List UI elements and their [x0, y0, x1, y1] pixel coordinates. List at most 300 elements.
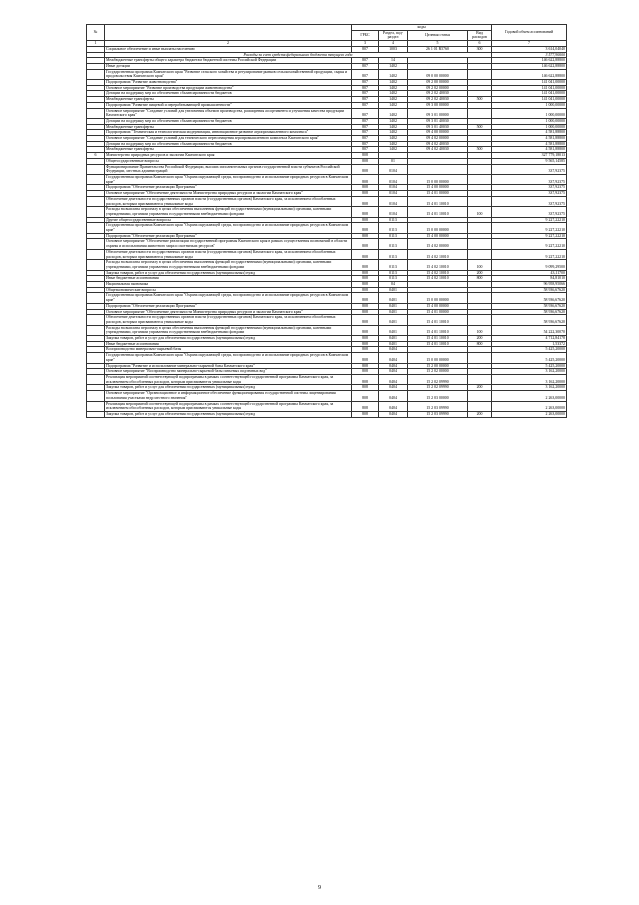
row-amount: 2 263,00000 [492, 391, 567, 401]
row-grbs: 808 [352, 270, 379, 276]
header-number: № [87, 25, 105, 41]
row-name: Реализация мероприятий соответствующей подпрограммы в рамках соответствующей государственной программы Камчатского края, за исключением обособленных расходов, которым присваиваются уникальные коды [105, 375, 352, 385]
row-expense-type: 100 [468, 260, 492, 270]
row-name: Государственная программа Камчатского края "Охрана окружающей среды, воспроизводство и использование природных ресурсов в Камчатском крае" [105, 293, 352, 303]
row-grbs: 808 [352, 411, 379, 417]
table-row [87, 260, 567, 270]
row-grbs: 807 [352, 85, 379, 91]
row-target-article: 15 2 03 00000 [408, 391, 468, 401]
row-section: 0104 [379, 164, 408, 174]
row-expense-type [468, 239, 492, 249]
row-amount: 327 779,18013 [492, 153, 567, 159]
row-section: 0113 [379, 233, 408, 239]
row-target-article: 15 2 02 09990 [408, 375, 468, 385]
row-target-article: 09 3 01 00000 [408, 108, 468, 118]
row-target-article: 15 4 01 00000 [408, 191, 468, 197]
row-section: 0113 [379, 239, 408, 249]
header-codes: коды [352, 25, 492, 31]
table-row [87, 249, 567, 259]
table-body [87, 46, 567, 417]
table-row [87, 174, 567, 184]
row-target-article: 15 4 01 10010 [408, 315, 468, 325]
row-expense-type [468, 375, 492, 385]
row-name: Национальная экономика [105, 282, 352, 288]
row-name: Государственная программа Камчатского края "Охрана окружающей среды, воспроизводство и использование природных ресурсов в Камчатском крае" [105, 174, 352, 184]
row-expense-type: 500 [468, 97, 492, 103]
row-expense-type [468, 391, 492, 401]
row-section: 1402 [379, 130, 408, 136]
row-amount: 3 577,90000 [492, 52, 567, 58]
row-number [87, 164, 105, 174]
row-number: 6 [87, 153, 105, 159]
row-amount: 1 000,00000 [492, 124, 567, 130]
row-amount: 146 622,88800 [492, 69, 567, 79]
row-amount: 2 263,00000 [492, 401, 567, 411]
row-target-article: 09 4 02 40030 [408, 141, 468, 147]
row-section: 0401 [379, 341, 408, 347]
row-number [87, 391, 105, 401]
row-grbs: 808 [352, 341, 379, 347]
row-section: 1402 [379, 63, 408, 69]
row-grbs: 808 [352, 174, 379, 184]
row-name: Подпрограмма "Обеспечение реализации Программы" [105, 233, 352, 239]
row-section: 0404 [379, 401, 408, 411]
row-amount: 337,92375 [492, 191, 567, 197]
row-name: Подпрограмма "Обеспечение реализации Программы" [105, 303, 352, 309]
row-expense-type: 100 [468, 325, 492, 335]
row-number [87, 223, 105, 233]
row-section: 0401 [379, 325, 408, 335]
row-name: Основное мероприятие "Создание условий для технического переоснащения агропромышленного комплекса Камчатского края" [105, 136, 352, 142]
row-number [87, 375, 105, 385]
row-amount: 146 622,88800 [492, 63, 567, 69]
row-amount: 1 000,00000 [492, 118, 567, 124]
row-number [87, 401, 105, 411]
row-grbs: 808 [352, 233, 379, 239]
row-target-article: 09 4 00 00000 [408, 130, 468, 136]
row-amount: 58 936,67620 [492, 293, 567, 303]
row-amount: 3 614,04040 [492, 46, 567, 52]
row-amount: 96 958,95066 [492, 282, 567, 288]
row-section: 0113 [379, 249, 408, 259]
row-section: 1402 [379, 80, 408, 86]
table-row [87, 207, 567, 217]
index-cell: 5 [408, 41, 468, 47]
row-section: 0104 [379, 191, 408, 197]
row-section: 0404 [379, 391, 408, 401]
row-name: Государственная программа Камчатского края "Охрана окружающей среды, воспроизводство и использование природных ресурсов в Камчатском крае" [105, 223, 352, 233]
page-number: 9 [318, 885, 321, 891]
row-expense-type: 200 [468, 270, 492, 276]
row-name: Межбюджетные трансферты [105, 147, 352, 153]
row-section: 1402 [379, 102, 408, 108]
row-expense-type: 100 [468, 207, 492, 217]
row-grbs: 808 [352, 217, 379, 223]
table-row [87, 353, 567, 363]
row-section: 0401 [379, 315, 408, 325]
row-grbs: 807 [352, 130, 379, 136]
row-grbs: 807 [352, 141, 379, 147]
row-target-article: 09 0 00 00000 [408, 69, 468, 79]
row-grbs: 808 [352, 239, 379, 249]
row-target-article: 15 4 00 00000 [408, 303, 468, 309]
row-amount: 9 565,14585 [492, 158, 567, 164]
row-name: Основное мероприятие "Обеспечение реализации государственной программы Камчатского края в рамках осуществления полномочий в области охраны и использования животного мира и охотничьих ресурсов" [105, 239, 352, 249]
row-grbs: 808 [352, 353, 379, 363]
row-grbs: 808 [352, 363, 379, 369]
row-expense-type: 500 [468, 147, 492, 153]
row-grbs: 807 [352, 118, 379, 124]
row-name: Закупка товаров, работ и услуг для обеспечения государственных (муниципальных) нужд [105, 411, 352, 417]
row-name: Воспроизводство минерально-сырьевой базы [105, 347, 352, 353]
row-section: 1402 [379, 85, 408, 91]
row-target-article: 15 4 02 00000 [408, 239, 468, 249]
row-section: 1402 [379, 118, 408, 124]
row-expense-type [468, 293, 492, 303]
row-amount: 2 263,00000 [492, 411, 567, 417]
row-expense-type: 300 [468, 46, 492, 52]
row-name: Закупка товаров, работ и услуг для обеспечения государственных (муниципальных) нужд [105, 385, 352, 391]
index-cell: 4 [379, 41, 408, 47]
index-cell: 7 [492, 41, 567, 47]
row-grbs: 808 [352, 282, 379, 288]
row-target-article: 15 4 00 00000 [408, 185, 468, 191]
row-section: 0113 [379, 223, 408, 233]
row-target-article: 15 4 02 10010 [408, 260, 468, 270]
row-expense-type: 200 [468, 336, 492, 342]
row-grbs: 808 [352, 369, 379, 375]
row-target-article: 15 4 02 10010 [408, 276, 468, 282]
row-number [87, 315, 105, 325]
table-row [87, 411, 567, 417]
row-amount: 141 041,00000 [492, 91, 567, 97]
row-grbs: 808 [352, 293, 379, 303]
row-name: Закупка товаров, работ и услуг для обеспечения государственных (муниципальных) нужд [105, 336, 352, 342]
row-section: 0113 [379, 260, 408, 270]
row-grbs: 808 [352, 191, 379, 197]
row-amount: 337,92375 [492, 196, 567, 206]
header-name [105, 25, 352, 41]
header-expense-type: Вид расходов [468, 30, 492, 40]
row-number [87, 239, 105, 249]
row-name: Общеэкономические вопросы [105, 287, 352, 293]
row-grbs: 808 [352, 164, 379, 174]
row-name: Расходы на выплаты персоналу в целях обеспечения выполнения функций государственными (муниципальными) органами, казенными учреждениями, органами управления государственными внебюджетными фондами [105, 325, 352, 335]
row-section: 04 [379, 282, 408, 288]
row-grbs: 808 [352, 153, 379, 159]
row-section: 0104 [379, 174, 408, 184]
row-amount: 58 936,67620 [492, 287, 567, 293]
row-amount: 58 936,67620 [492, 315, 567, 325]
row-amount: 54 222,30070 [492, 325, 567, 335]
row-grbs: 807 [352, 124, 379, 130]
row-section: 1402 [379, 141, 408, 147]
row-target-article: 15 0 00 00000 [408, 174, 468, 184]
table-row [87, 325, 567, 335]
row-target-article: 15 4 01 10010 [408, 325, 468, 335]
row-section: 0401 [379, 287, 408, 293]
row-name: Государственная программа Камчатского края "Развитие сельского хозяйства и регулирование рынков сельскохозяйственной продукции, сырья и продовольствия Камчатского края" [105, 69, 352, 79]
row-section: 1402 [379, 91, 408, 97]
row-expense-type: 200 [468, 411, 492, 417]
table-row [87, 375, 567, 385]
row-section: 0404 [379, 411, 408, 417]
row-section: 0401 [379, 336, 408, 342]
row-target-article: 09 4 02 00000 [408, 136, 468, 142]
row-section: 0404 [379, 369, 408, 375]
row-expense-type [468, 174, 492, 184]
row-target-article: 15 4 01 10010 [408, 341, 468, 347]
row-grbs: 808 [352, 315, 379, 325]
table-row [87, 223, 567, 233]
table-row [87, 239, 567, 249]
row-expense-type [468, 223, 492, 233]
row-section: 0404 [379, 347, 408, 353]
row-section: 0113 [379, 270, 408, 276]
row-expense-type [468, 69, 492, 79]
row-target-article: 09 2 00 00000 [408, 80, 468, 86]
row-name: Другие общегосударственные вопросы [105, 217, 352, 223]
row-target-article: 15 2 03 09990 [408, 401, 468, 411]
row-amount: 58 936,67620 [492, 303, 567, 309]
row-grbs: 808 [352, 336, 379, 342]
row-target-article: 15 2 02 00000 [408, 369, 468, 375]
row-section: 0401 [379, 309, 408, 315]
row-name: Основное мероприятие "Организационное и информационное обеспечение функционирования государственной системы лицензирования пользования участками недр местного значения" [105, 391, 352, 401]
row-name: Расходы на выплаты персоналу в целях обеспечения выполнения функций государственными (муниципальными) органами, казенными учреждениями, органами управления государственными внебюджетными фондами [105, 260, 352, 270]
row-grbs: 808 [352, 207, 379, 217]
row-target-article: 15 2 03 09990 [408, 411, 468, 417]
row-name: Дотации на поддержку мер по обеспечению сбалансированности бюджетов [105, 141, 352, 147]
row-number [87, 260, 105, 270]
row-grbs: 808 [352, 347, 379, 353]
row-section: 0104 [379, 185, 408, 191]
row-amount: 1,53372 [492, 341, 567, 347]
row-section: 1402 [379, 136, 408, 142]
row-expense-type [468, 108, 492, 118]
row-target-article: 15 4 01 10010 [408, 336, 468, 342]
row-name: Социальное обеспечение и иные выплаты населению [105, 46, 352, 52]
row-amount: 4 581,88800 [492, 141, 567, 147]
row-target-article: 15 2 02 09990 [408, 385, 468, 391]
row-amount: 141 041,00000 [492, 80, 567, 86]
row-amount: 9 227,22210 [492, 217, 567, 223]
row-section: 1402 [379, 147, 408, 153]
row-amount: 9 227,22210 [492, 223, 567, 233]
index-cell: 3 [352, 41, 379, 47]
table-row [87, 196, 567, 206]
row-amount: 337,92375 [492, 164, 567, 174]
row-name: Подпрограмма "Техническая и технологическая модернизация, инновационное развитие агропромышленного комплекса" [105, 130, 352, 136]
row-grbs: 807 [352, 108, 379, 118]
row-name: Подпрограмма "Развитие животноводства" [105, 80, 352, 86]
row-target-article: 09 2 02 00000 [408, 85, 468, 91]
row-section: 0404 [379, 353, 408, 363]
row-section: 1402 [379, 124, 408, 130]
row-name: Основное мероприятие "Воспроизводство минерально-сырьевой базы питьевых подземных вод" [105, 369, 352, 375]
row-grbs: 808 [352, 260, 379, 270]
row-expense-type [468, 401, 492, 411]
row-grbs: 808 [352, 325, 379, 335]
row-grbs: 807 [352, 136, 379, 142]
table-row [87, 293, 567, 303]
row-section: 0104 [379, 207, 408, 217]
row-amount: 141 041,00000 [492, 85, 567, 91]
row-grbs: 807 [352, 102, 379, 108]
row-section: 0404 [379, 375, 408, 385]
row-amount: 5 425,20000 [492, 363, 567, 369]
row-expense-type [468, 196, 492, 206]
row-number [87, 207, 105, 217]
row-target-article: 15 0 00 00000 [408, 353, 468, 363]
row-grbs: 808 [352, 185, 379, 191]
row-name: Подпрограмма "Развитие пищевой и перерабатывающей промышленности" [105, 102, 352, 108]
row-target-article: 09 3 01 40030 [408, 124, 468, 130]
row-grbs: 808 [352, 401, 379, 411]
row-amount: 141 041,00000 [492, 97, 567, 103]
index-cell: 6 [468, 41, 492, 47]
row-grbs: 808 [352, 158, 379, 164]
row-name: Основное мероприятие "Создание условий для увеличения объемов производства, расширения ассортимента и улучшения качества продукции Камчатского края" [105, 108, 352, 118]
row-name: Основное мероприятие "Развитие производства продукции животноводства" [105, 85, 352, 91]
row-amount: 9 227,22210 [492, 233, 567, 239]
row-target-article: 15 0 00 00000 [408, 223, 468, 233]
row-grbs: 807 [352, 91, 379, 97]
row-amount: 5 425,20000 [492, 347, 567, 353]
row-amount: 4 712,84178 [492, 336, 567, 342]
table-row [87, 315, 567, 325]
row-section: 0401 [379, 293, 408, 303]
row-name: Подпрограмма "Обеспечение реализации Программы" [105, 185, 352, 191]
row-name: Расходы на выплаты персоналу в целях обеспечения выполнения функций государственными (муниципальными) органами, казенными учреждениями, органами управления государственными внебюджетными фондами [105, 207, 352, 217]
row-section: 1402 [379, 97, 408, 103]
row-number [87, 174, 105, 184]
row-grbs: 807 [352, 80, 379, 86]
row-number [87, 196, 105, 206]
row-section: 1402 [379, 108, 408, 118]
row-amount: 4 581,88800 [492, 130, 567, 136]
row-expense-type [468, 164, 492, 174]
row-number [87, 69, 105, 79]
row-amount: 9 099,29500 [492, 260, 567, 270]
row-expense-type [468, 249, 492, 259]
row-name: Обеспечение деятельности государственных органов власти (государственных органов) Камчатского края, за исключением обособленных расходов, которым присваиваются уникальные коды [105, 249, 352, 259]
row-grbs: 807 [352, 63, 379, 69]
header-grbs: ГРБС [352, 30, 379, 40]
row-expense-type: 500 [468, 124, 492, 130]
row-amount: 337,92375 [492, 207, 567, 217]
table-row [87, 108, 567, 118]
table-header [87, 25, 567, 47]
row-number [87, 411, 105, 417]
row-name: Межбюджетные трансферты [105, 124, 352, 130]
row-target-article: 09 3 00 00000 [408, 102, 468, 108]
row-name: Иные бюджетные ассигнования [105, 276, 352, 282]
index-cell: 2 [105, 41, 352, 47]
row-name: Иные бюджетные ассигнования [105, 341, 352, 347]
row-name: Общегосударственные вопросы [105, 158, 352, 164]
row-grbs: 808 [352, 309, 379, 315]
row-expense-type [468, 353, 492, 363]
row-target-article: 15 0 00 00000 [408, 293, 468, 303]
row-amount: 3 162,20000 [492, 369, 567, 375]
row-name: Закупка товаров, работ и услуг для обеспечения государственных (муниципальных) нужд [105, 270, 352, 276]
row-grbs: 808 [352, 276, 379, 282]
row-number [87, 108, 105, 118]
row-grbs: 807 [352, 147, 379, 153]
row-amount: 9 227,22210 [492, 249, 567, 259]
row-amount: 4 581,88800 [492, 136, 567, 142]
row-grbs: 808 [352, 391, 379, 401]
row-name: Основное мероприятие "Обеспечение деятельности Министерства природных ресурсов и экологии Камчатского края" [105, 191, 352, 197]
index-cell: 1 [87, 41, 105, 47]
row-number [87, 293, 105, 303]
row-amount: 9 227,22210 [492, 239, 567, 249]
budget-document [86, 24, 566, 418]
row-section: 0401 [379, 303, 408, 309]
row-name: Межбюджетные трансферты общего характера бюджетам бюджетной системы Российской Федерации [105, 58, 352, 64]
row-expense-type: 800 [468, 276, 492, 282]
row-target-article: 15 4 02 10010 [408, 249, 468, 259]
row-target-article: 15 4 02 10010 [408, 270, 468, 276]
row-grbs: 807 [352, 58, 379, 64]
row-grbs: 808 [352, 249, 379, 259]
header-target-article: Целевая статья [408, 30, 468, 40]
row-name: Подпрограмма "Развитие и использование минерально-сырьевой базы Камчатского края" [105, 363, 352, 369]
row-amount: 4 581,88800 [492, 147, 567, 153]
row-target-article: 15 4 01 10010 [408, 196, 468, 206]
row-expense-type: 200 [468, 385, 492, 391]
row-amount: 146 622,88800 [492, 58, 567, 64]
row-section: 0113 [379, 276, 408, 282]
row-name: Дотации на поддержку мер по обеспечению сбалансированности бюджетов [105, 91, 352, 97]
row-grbs: 807 [352, 69, 379, 79]
row-amount: 3 162,20000 [492, 375, 567, 385]
row-grbs: 807 [352, 97, 379, 103]
row-target-article: 09 4 02 40030 [408, 147, 468, 153]
row-section: 0113 [379, 217, 408, 223]
row-section: 1402 [379, 69, 408, 79]
row-section: 01 [379, 158, 408, 164]
row-grbs: 808 [352, 196, 379, 206]
table-row [87, 164, 567, 174]
row-section: 0104 [379, 196, 408, 206]
row-grbs: 808 [352, 287, 379, 293]
row-target-article [408, 164, 468, 174]
row-name: Обеспечение деятельности государственных органов власти (государственных органов) Камчатского края, за исключением обособленных расходов, которым присваиваются уникальные коды [105, 315, 352, 325]
budget-table [86, 24, 567, 418]
row-amount: 1 000,00000 [492, 102, 567, 108]
row-number [87, 353, 105, 363]
table-row [87, 391, 567, 401]
row-grbs: 807 [352, 46, 379, 52]
row-target-article: 09 2 02 40030 [408, 91, 468, 97]
row-grbs: 808 [352, 385, 379, 391]
row-name: Функционирование Правительства Российской Федерации, высших исполнительных органов государственной власти субъектов Российской Федерации, местных администраций [105, 164, 352, 174]
row-name: Обеспечение деятельности государственных органов власти (государственных органов) Камчатского края, за исключением обособленных расходов, которым присваиваются уникальные коды [105, 196, 352, 206]
row-target-article: 26 1 01 R5760 [408, 46, 468, 52]
row-section: 14 [379, 58, 408, 64]
row-grbs: 808 [352, 223, 379, 233]
row-target-article: 15 4 01 10010 [408, 207, 468, 217]
row-name: Межбюджетные трансферты [105, 97, 352, 103]
row-amount: 5 425,20000 [492, 353, 567, 363]
row-amount: 3 162,20000 [492, 385, 567, 391]
header-annual-amount: Годовой объем ассигнований [492, 25, 567, 41]
table-row [87, 401, 567, 411]
row-name: Государственная программа Камчатского края "Охрана окружающей среды, воспроизводство и использование природных ресурсов в Камчатском крае" [105, 353, 352, 363]
row-grbs: 808 [352, 375, 379, 385]
